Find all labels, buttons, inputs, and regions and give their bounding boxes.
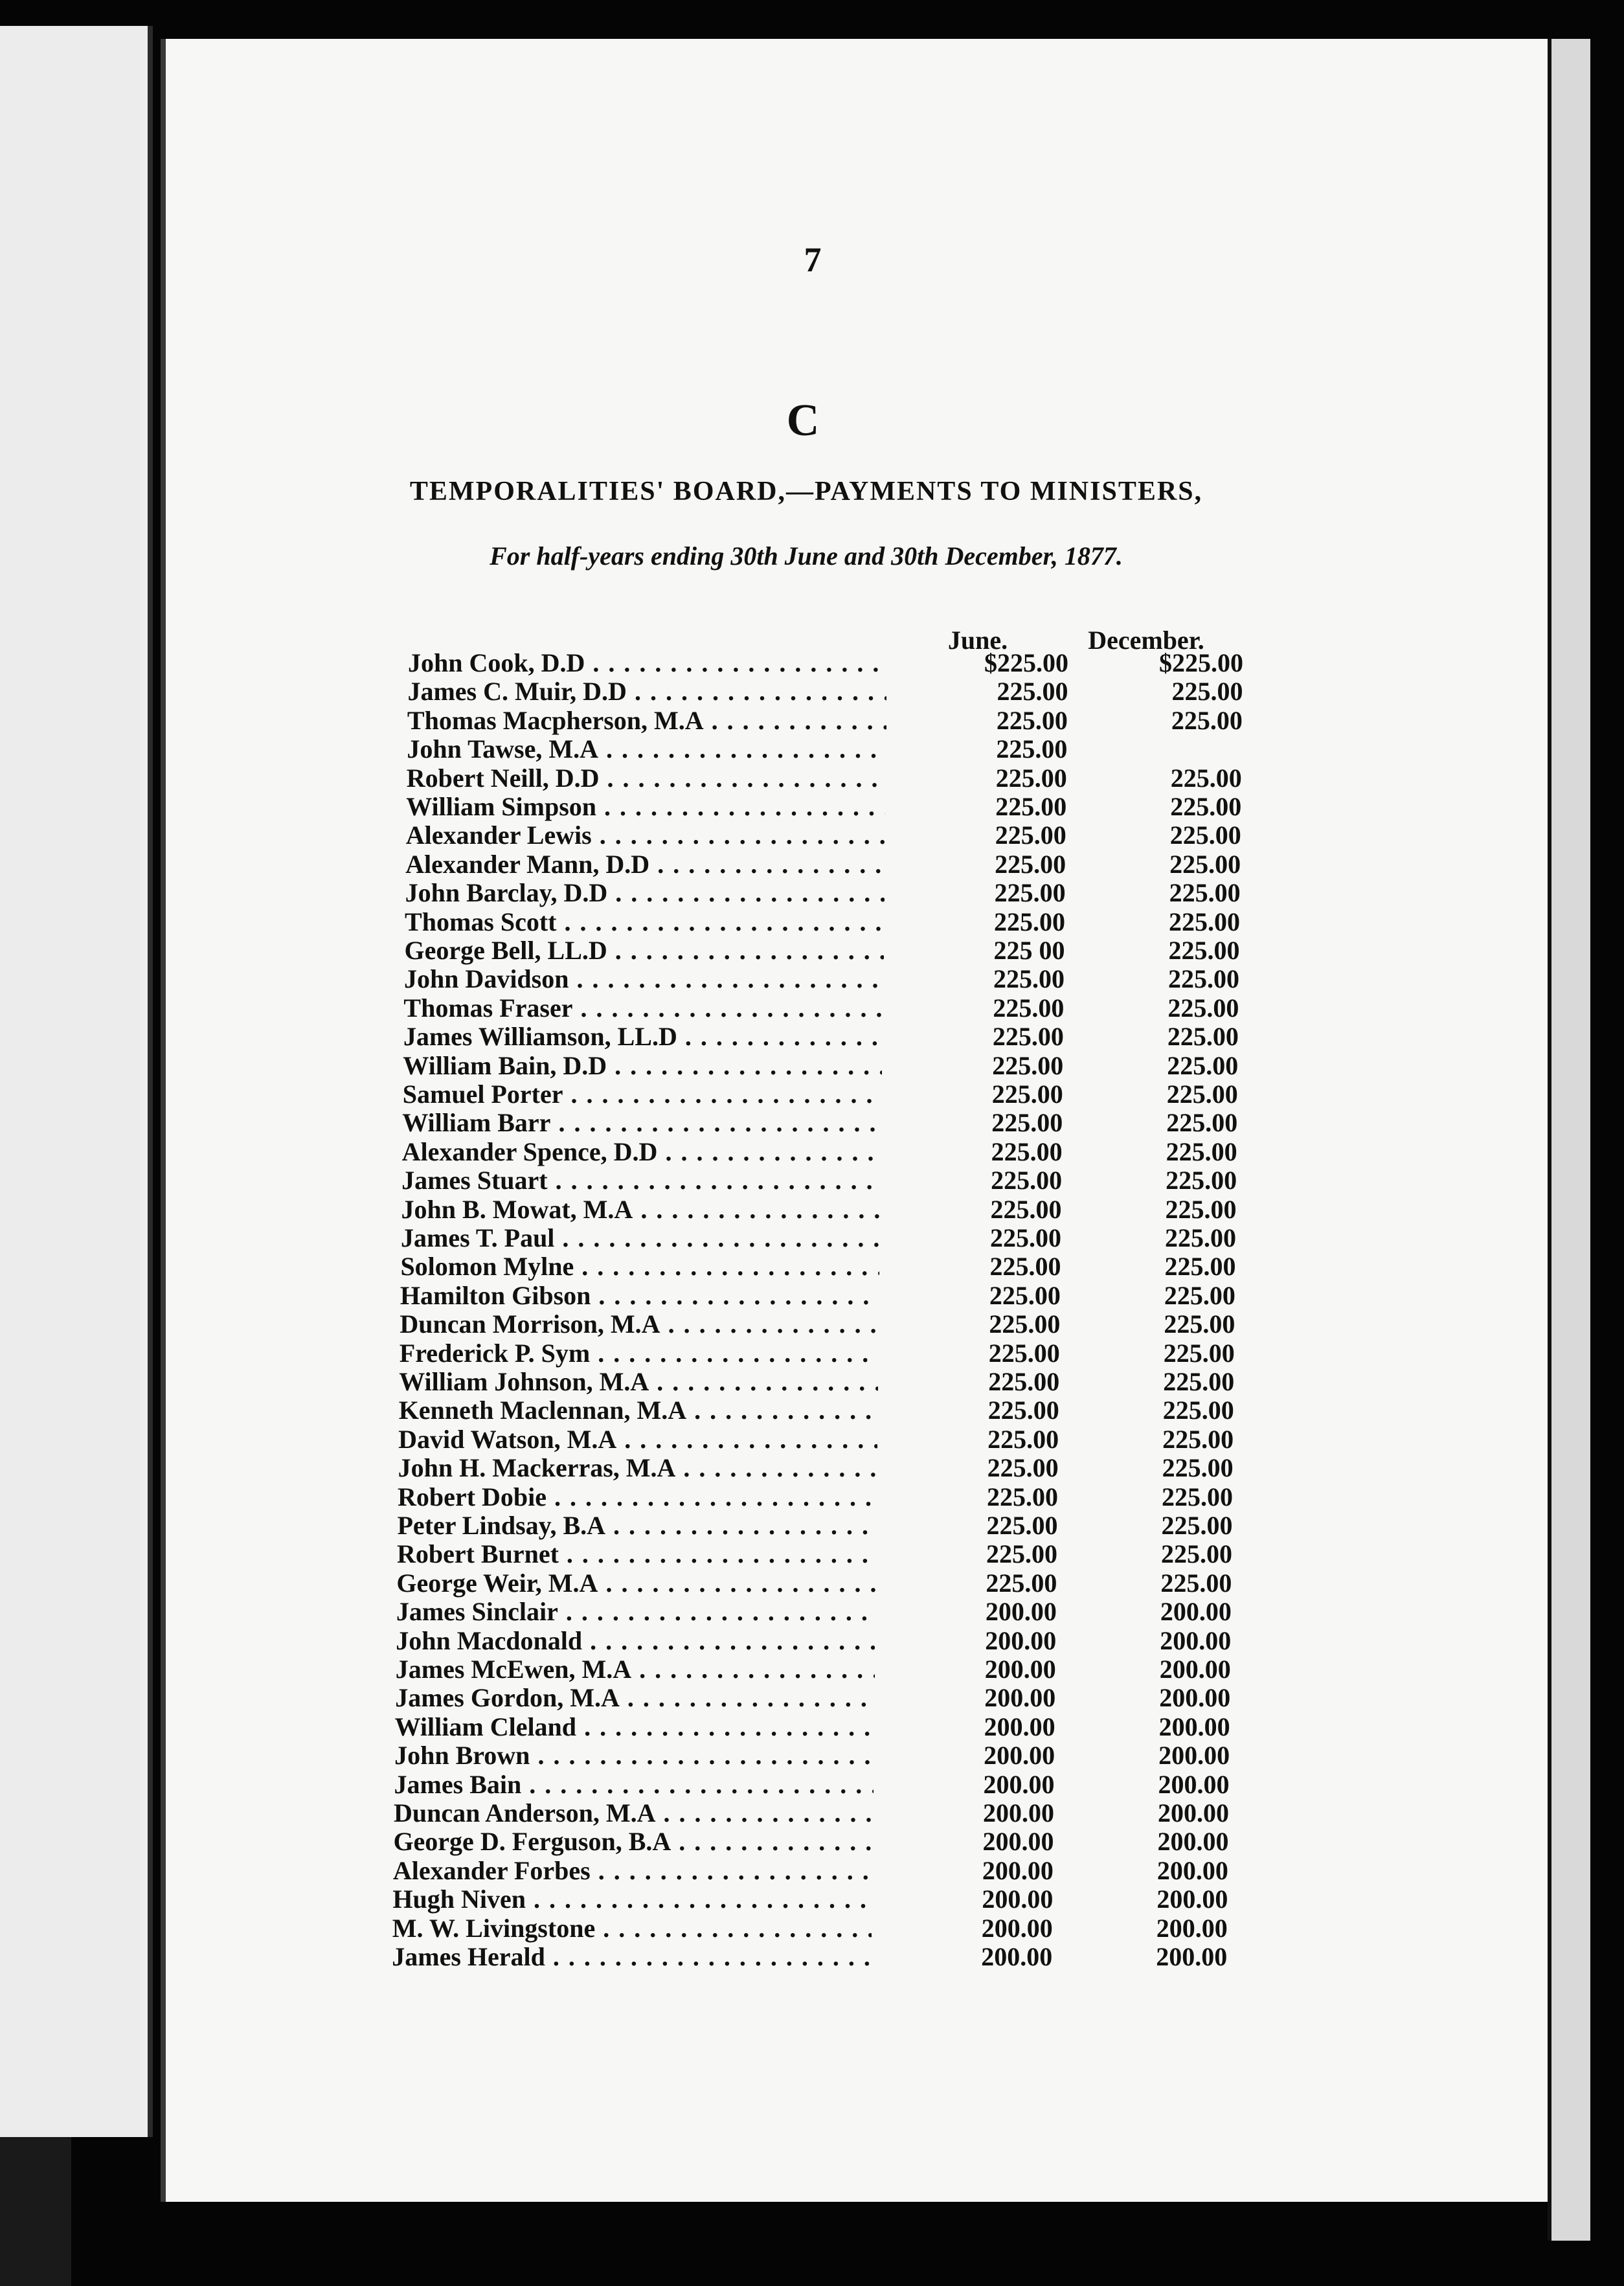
table-row (403, 1079, 1245, 1107)
table-row (392, 1913, 1234, 1941)
minister-name: John Cook, D.D . . . (408, 648, 887, 678)
december-payment: 225.00 (1160, 1568, 1232, 1598)
december-payment: 225.00 (1164, 1252, 1236, 1282)
december-payment: 225.00 (1162, 1396, 1234, 1425)
minister-name: George D. Ferguson, B.A . . . (393, 1826, 872, 1857)
june-payment: 225.00 (990, 1194, 1062, 1224)
december-payment: 200.00 (1160, 1597, 1232, 1627)
minister-name: James Williamson, LL.D . . . (403, 1021, 883, 1052)
june-payment: 225.00 (991, 1137, 1063, 1166)
minister-name: Peter Lindsay, B.A . . . (398, 1510, 877, 1541)
table-row (401, 1223, 1243, 1251)
table-row (399, 1366, 1241, 1395)
december-payment: 225.00 (1165, 1223, 1236, 1252)
minister-name: John Davidson . . . (404, 964, 883, 994)
minister-name: Thomas Macpherson, M.A . . . (407, 705, 886, 736)
june-payment: 200.00 (981, 1913, 1053, 1943)
june-payment: 225.00 (989, 1252, 1061, 1282)
december-payment: 225.00 (1164, 1280, 1235, 1310)
june-payment: 225.00 (989, 1309, 1061, 1339)
june-payment: 225.00 (993, 993, 1065, 1023)
june-payment: 225.00 (991, 1166, 1063, 1195)
minister-name: Alexander Lewis . . . (406, 820, 885, 850)
june-payment: $225.00 (984, 648, 1068, 677)
december-payment: 225.00 (1169, 849, 1241, 879)
june-payment: 200.00 (982, 1855, 1054, 1885)
table-row (397, 1539, 1239, 1567)
minister-name: George Bell, LL.D . . . (405, 935, 884, 966)
minister-name: Alexander Forbes . . . (393, 1855, 872, 1886)
table-row (403, 993, 1245, 1021)
minister-name: Duncan Morrison, M.A . . . (400, 1309, 879, 1339)
minister-name: John H. Mackerras, M.A . . . (398, 1453, 877, 1483)
december-payment: $225.00 (1159, 648, 1243, 677)
december-payment: 225.00 (1168, 936, 1240, 965)
table-row (396, 1568, 1238, 1596)
minister-name: James C. Muir, D.D . . . (407, 676, 886, 707)
minister-name: John Barclay, D.D . . . (405, 877, 885, 908)
june-payment: 225.00 (995, 820, 1066, 850)
minister-name: Samuel Porter . . . (403, 1079, 882, 1109)
june-payment: 225.00 (988, 1367, 1060, 1396)
december-payment: 225.00 (1169, 878, 1241, 908)
table-row (408, 648, 1250, 676)
minister-name: Thomas Fraser . . . (403, 993, 883, 1023)
table-row (400, 1338, 1241, 1366)
minister-name: William Barr . . . (402, 1107, 881, 1138)
table-row (392, 1884, 1234, 1912)
june-payment: 200.00 (981, 1942, 1053, 1971)
page-number: 7 (804, 240, 822, 279)
june-payment: 200.00 (985, 1625, 1057, 1655)
december-payment: 225.00 (1170, 792, 1242, 821)
june-payment: 200.00 (984, 1683, 1056, 1713)
table-row (398, 1510, 1239, 1539)
minister-name: William Cleland . . . (395, 1712, 874, 1742)
table-row (407, 705, 1249, 734)
june-payment: 225.00 (987, 1453, 1059, 1483)
december-payment: 225.00 (1171, 677, 1243, 707)
june-payment: 225.00 (997, 677, 1068, 707)
table-row (395, 1712, 1237, 1740)
minister-name: Duncan Anderson, M.A . . . (394, 1798, 873, 1828)
june-payment: 200.00 (982, 1827, 1054, 1857)
december-payment: 200.00 (1157, 1827, 1229, 1857)
june-payment: 225.00 (988, 1338, 1060, 1368)
minister-name: James Bain . . . (394, 1769, 874, 1800)
minister-name: John Tawse, M.A . . . (407, 734, 886, 764)
table-row (401, 1194, 1243, 1223)
minister-name: James Herald . . . (392, 1941, 871, 1972)
june-payment: 225.00 (995, 849, 1066, 879)
december-payment: 225.00 (1169, 820, 1241, 850)
table-row (407, 734, 1248, 762)
december-payment: 225.00 (1166, 1166, 1237, 1195)
table-row (392, 1941, 1234, 1970)
table-row (393, 1855, 1235, 1884)
december-payment: 225.00 (1171, 705, 1243, 735)
december-payment: 225.00 (1167, 1050, 1239, 1080)
december-payment: 225.00 (1166, 1108, 1238, 1138)
december-payment: 225.00 (1162, 1453, 1234, 1483)
table-row (403, 1021, 1245, 1050)
table-row (395, 1682, 1237, 1711)
minister-name: Kenneth Maclennan, M.A . . . (399, 1395, 878, 1425)
december-payment: 225.00 (1165, 1194, 1237, 1224)
table-row (396, 1654, 1237, 1682)
minister-name: David Watson, M.A . . . (398, 1424, 877, 1454)
table-row (396, 1596, 1238, 1625)
december-payment: 225.00 (1167, 993, 1239, 1023)
minister-name: Thomas Scott . . . (405, 907, 884, 937)
june-payment: 225.00 (996, 734, 1068, 764)
december-payment: 225.00 (1166, 1080, 1238, 1109)
table-row (405, 849, 1247, 877)
page-subtitle: For half-years ending 30th June and 30th December, 1877. (490, 541, 1123, 571)
december-payment: 225.00 (1162, 1482, 1234, 1511)
table-row (406, 820, 1248, 848)
minister-name: Robert Burnet . . . (397, 1539, 876, 1569)
table-row (407, 676, 1249, 705)
june-payment: 200.00 (984, 1741, 1055, 1771)
minister-name: John Brown . . . (394, 1740, 874, 1771)
minister-name: Alexander Spence, D.D . . . (402, 1137, 881, 1167)
june-payment: 200.00 (985, 1597, 1057, 1627)
december-payment: 225.00 (1160, 1539, 1232, 1569)
december-payment: 200.00 (1156, 1913, 1228, 1943)
june-payment: 200.00 (983, 1798, 1054, 1828)
minister-name: Hamilton Gibson . . . (400, 1280, 879, 1311)
table-row (394, 1769, 1236, 1798)
june-payment: 225.00 (992, 1050, 1064, 1080)
june-payment: 225.00 (990, 1223, 1061, 1252)
minister-name: Hugh Niven . . . (392, 1884, 872, 1914)
minister-name: M. W. Livingstone . . . (392, 1913, 872, 1943)
december-payment: 225.00 (1167, 1022, 1239, 1052)
table-row (398, 1453, 1240, 1481)
december-payment: 225.00 (1162, 1424, 1234, 1454)
december-payment: 200.00 (1160, 1625, 1232, 1655)
december-payment: 200.00 (1156, 1942, 1228, 1971)
minister-name: James T. Paul . . . (401, 1223, 880, 1253)
table-row (402, 1137, 1244, 1165)
table-row (400, 1280, 1242, 1309)
december-payment: 225.00 (1163, 1338, 1235, 1368)
minister-name: John B. Mowat, M.A . . . (401, 1194, 881, 1225)
minister-name: James Stuart . . . (401, 1165, 881, 1195)
december-payment: 200.00 (1158, 1769, 1230, 1799)
table-row (400, 1309, 1241, 1337)
december-payment: 200.00 (1158, 1712, 1230, 1741)
table-row (406, 791, 1248, 820)
june-payment: 225 00 (993, 936, 1065, 965)
june-payment: 225.00 (996, 705, 1068, 735)
table-row (402, 1107, 1244, 1136)
minister-name: William Simpson . . . (406, 791, 885, 822)
june-payment: 225.00 (986, 1568, 1057, 1598)
table-row (396, 1625, 1237, 1654)
december-payment: 200.00 (1159, 1683, 1231, 1713)
june-payment: 225.00 (989, 1280, 1061, 1310)
june-payment: 225.00 (994, 907, 1066, 936)
june-payment: 225.00 (986, 1539, 1057, 1569)
december-payment: 225.00 (1163, 1367, 1235, 1396)
table-row (394, 1798, 1235, 1826)
minister-name: John Macdonald . . . (396, 1625, 875, 1656)
june-payment: 225.00 (991, 1080, 1063, 1109)
december-payment: 225.00 (1164, 1309, 1235, 1339)
minister-name: Robert Neill, D.D . . . (407, 763, 886, 793)
december-payment: 200.00 (1159, 1655, 1231, 1684)
column-header-december: December. (1088, 626, 1204, 655)
minister-name: William Bain, D.D . . . (403, 1050, 882, 1081)
minister-name: Solomon Mylne . . . (400, 1251, 879, 1282)
june-payment: 225.00 (991, 1108, 1063, 1138)
section-letter: C (786, 396, 820, 446)
december-payment: 225.00 (1161, 1511, 1233, 1540)
june-payment: 225.00 (992, 1022, 1064, 1052)
december-payment: 225.00 (1169, 907, 1241, 936)
table-row (400, 1251, 1242, 1280)
minister-name: Frederick P. Sym . . . (400, 1338, 879, 1368)
december-payment: 200.00 (1156, 1884, 1228, 1914)
december-payment: 200.00 (1158, 1798, 1229, 1828)
table-row (394, 1740, 1236, 1769)
table-row (399, 1395, 1241, 1423)
december-payment: 200.00 (1158, 1741, 1230, 1771)
june-payment: 225.00 (987, 1396, 1059, 1425)
page-title: TEMPORALITIES' BOARD,—PAYMENTS TO MINISTERS, (409, 477, 1203, 506)
june-payment: 225.00 (994, 878, 1066, 908)
minister-name: William Johnson, M.A . . . (399, 1366, 878, 1397)
column-header-june: June. (947, 626, 1008, 655)
minister-name: George Weir, M.A . . . (396, 1568, 875, 1598)
table-row (398, 1424, 1240, 1453)
minister-name: Alexander Mann, D.D . . . (405, 849, 885, 879)
minister-name: James McEwen, M.A . . . (396, 1654, 875, 1684)
june-payment: 200.00 (982, 1884, 1054, 1914)
june-payment: 225.00 (993, 964, 1065, 994)
minister-name: Robert Dobie . . . (398, 1482, 877, 1512)
december-payment: 225.00 (1167, 964, 1239, 994)
table-row (405, 877, 1247, 906)
december-payment: 225.00 (1170, 763, 1242, 793)
minister-name: James Sinclair . . . (396, 1596, 875, 1627)
june-payment: 225.00 (986, 1511, 1058, 1540)
june-payment: 225.00 (995, 792, 1067, 821)
june-payment: 200.00 (984, 1712, 1055, 1741)
june-payment: 225.00 (995, 763, 1067, 793)
december-payment: 225.00 (1166, 1137, 1237, 1166)
table-row (401, 1165, 1243, 1194)
table-row (405, 907, 1246, 935)
june-payment: 200.00 (984, 1655, 1056, 1684)
table-row (393, 1826, 1235, 1855)
table-row (403, 1050, 1245, 1079)
table-row (404, 964, 1246, 992)
june-payment: 225.00 (987, 1424, 1059, 1454)
june-payment: 225.00 (987, 1482, 1059, 1511)
december-payment: 200.00 (1156, 1855, 1228, 1885)
table-row (405, 935, 1246, 964)
table-row (398, 1482, 1239, 1510)
minister-name: James Gordon, M.A . . . (395, 1682, 874, 1713)
june-payment: 200.00 (983, 1769, 1055, 1799)
table-row (407, 763, 1248, 791)
